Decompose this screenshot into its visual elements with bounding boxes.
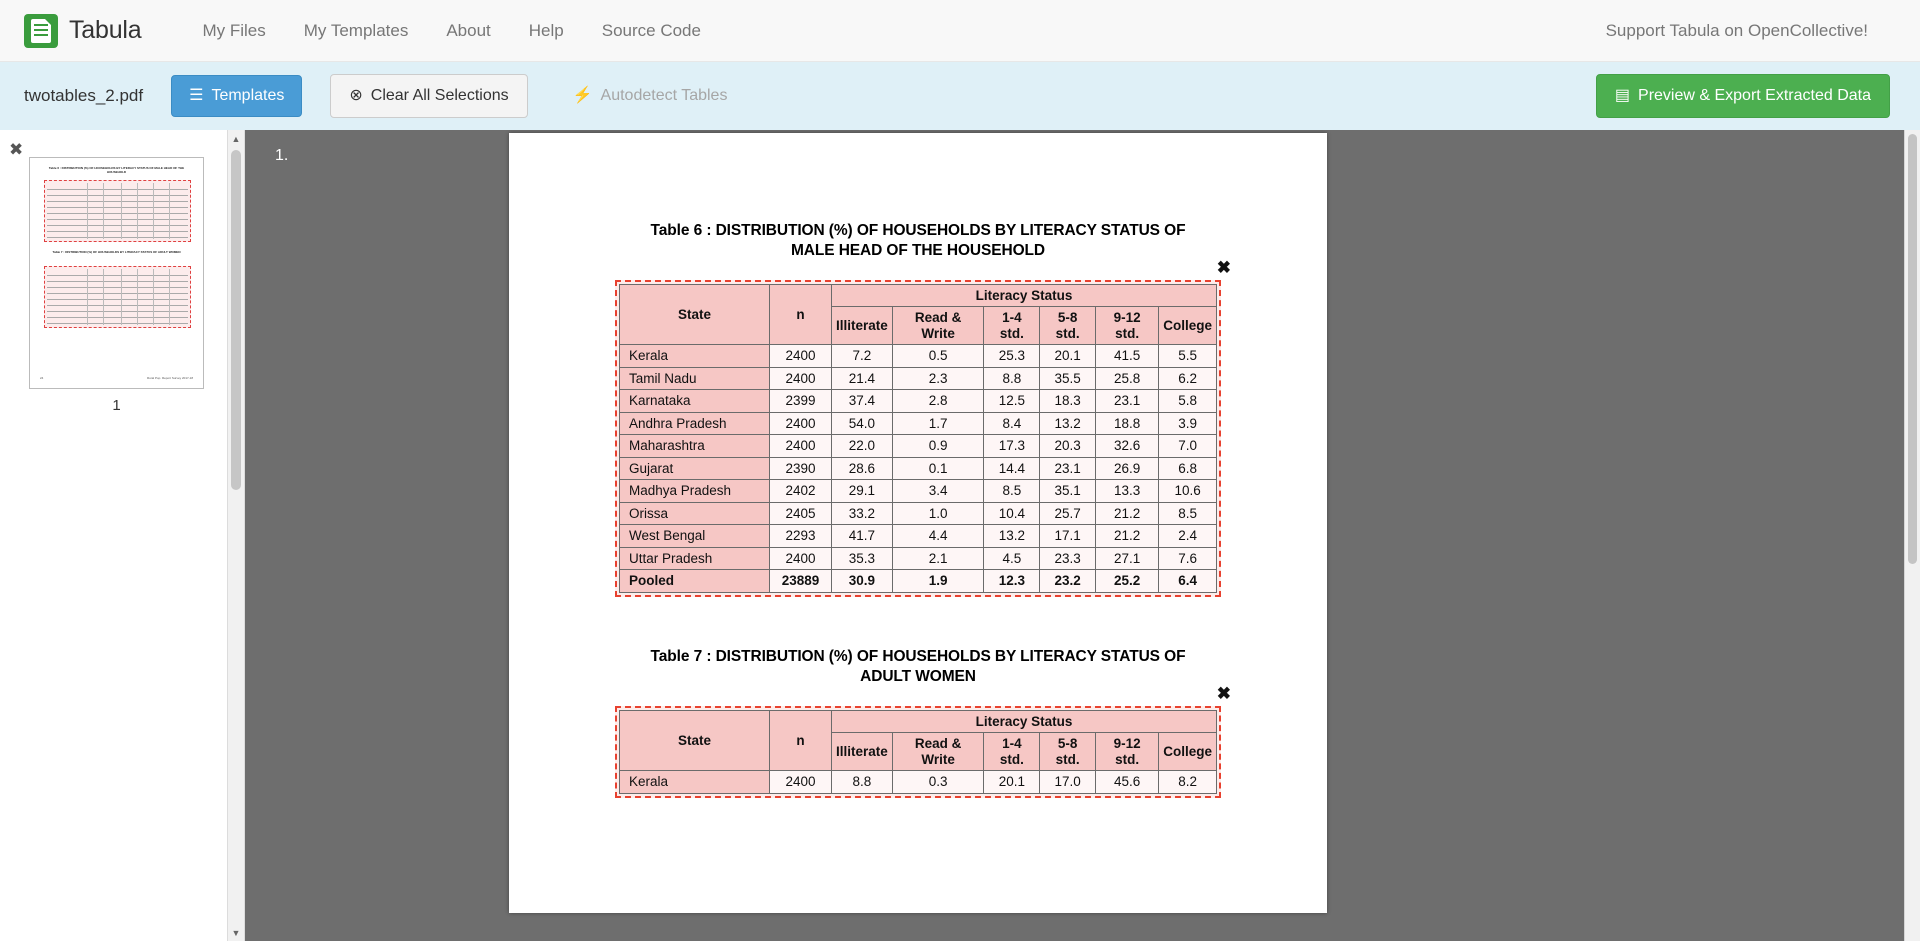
table-selection-2[interactable] (615, 683, 1231, 798)
thumb-footer-right: Rural Pop. Report Survey 2017-18 (146, 376, 193, 380)
cell-9-12: 32.6 (1096, 435, 1159, 458)
cell-1-4: 8.5 (984, 480, 1040, 503)
nav-links (183, 13, 719, 49)
cell-5-8: 35.1 (1040, 480, 1096, 503)
cell-n: 2400 (770, 367, 832, 390)
cell-1-4: 8.4 (984, 412, 1040, 435)
table-row (620, 367, 1217, 390)
cell-illiterate: 30.9 (832, 570, 893, 593)
thumb-title-1: Table 6 : DISTRIBUTION (%) OF HOUSEHOLDS BY LITERACY STATUS OF MALE HEAD OF THE HOUSEHOLD (48, 166, 185, 175)
cell-n: 2405 (770, 502, 832, 525)
cell-n: 2400 (770, 547, 832, 570)
page-thumbnails-sidebar (0, 130, 245, 941)
table7-header-state: State (620, 710, 770, 771)
document-toolbar (0, 62, 1920, 130)
nav-link-about[interactable]: About (446, 20, 491, 40)
cell-5-8: 23.2 (1040, 570, 1096, 593)
cell-9-12: 41.5 (1096, 345, 1159, 368)
cell-state: Maharashtra (620, 435, 770, 458)
cell-read-write: 2.3 (892, 367, 984, 390)
cell-n: 2293 (770, 525, 832, 548)
cell-1-4: 17.3 (984, 435, 1040, 458)
cell-read-write: 1.0 (892, 502, 984, 525)
cell-9-12: 25.2 (1096, 570, 1159, 593)
cell-state: Karnataka (620, 390, 770, 413)
table7-header-college: College (1159, 733, 1217, 771)
thumb-selection-2 (44, 266, 191, 328)
table7-group-header: Literacy Status (832, 710, 1217, 733)
table7-title-line1: Table 7 : DISTRIBUTION (%) OF HOUSEHOLDS BY LITERACY STATUS OF (650, 647, 1186, 665)
remove-selection-2-icon[interactable]: ✖ (1216, 683, 1231, 703)
table6-header-read-write: Read & Write (892, 307, 984, 345)
cell-illiterate: 21.4 (832, 367, 893, 390)
cell-read-write: 3.4 (892, 480, 984, 503)
cell-illiterate: 22.0 (832, 435, 893, 458)
thumb-selection-1 (44, 180, 191, 242)
table6-header-5-8: 5-8 std. (1040, 307, 1096, 345)
table6-title-block (509, 221, 1327, 261)
table-row (620, 457, 1217, 480)
preview-button-label: Preview & Export Extracted Data (1638, 87, 1871, 104)
table6-title-line2: MALE HEAD OF THE HOUSEHOLD (790, 241, 1045, 259)
cell-read-write: 0.9 (892, 435, 984, 458)
cell-5-8: 20.1 (1040, 345, 1096, 368)
cell-college: 7.0 (1159, 435, 1217, 458)
cell-state: Andhra Pradesh (620, 412, 770, 435)
table-icon: ▤ (1614, 87, 1631, 104)
table6-title-line1: Table 6 : DISTRIBUTION (%) OF HOUSEHOLDS BY LITERACY STATUS OF (650, 222, 1186, 239)
table-row (620, 412, 1217, 435)
cell-illiterate: 35.3 (832, 547, 893, 570)
cell-illiterate: 28.6 (832, 457, 893, 480)
preview-export-button[interactable] (1596, 74, 1890, 118)
cell-9-12: 27.1 (1096, 547, 1159, 570)
top-navbar (0, 0, 1920, 62)
cell-college: 6.4 (1159, 570, 1217, 593)
templates-button-label: Templates (211, 87, 285, 104)
cell-5-8: 18.3 (1040, 390, 1096, 413)
table-row (620, 345, 1217, 368)
cell-college: 8.2 (1159, 771, 1217, 794)
cell-9-12: 18.8 (1096, 412, 1159, 435)
table7-header-9-12: 9-12 std. (1096, 733, 1159, 771)
viewer-scroll-thumb[interactable] (1908, 134, 1917, 564)
cell-n: 2402 (770, 480, 832, 503)
autodetect-button-label: Autodetect Tables (600, 87, 728, 104)
cell-state: West Bengal (620, 525, 770, 548)
table6-group-header-row (620, 284, 1217, 307)
table7-group-header-row (620, 710, 1217, 733)
thumb-title-2: Table 7 : DISTRIBUTION (%) OF HOUSEHOLDS BY LITERACY STATUS OF ADULT WOMEN (52, 250, 181, 254)
clear-icon: ⊗ (349, 87, 363, 104)
cell-illiterate: 8.8 (832, 771, 893, 794)
cell-9-12: 45.6 (1096, 771, 1159, 794)
nav-link-source-code[interactable]: Source Code (601, 20, 701, 40)
sidebar-scroll-down-icon[interactable]: ▼ (231, 927, 241, 938)
cell-n: 2399 (770, 390, 832, 413)
support-link[interactable]: Support Tabula on OpenCollective! (1605, 20, 1868, 40)
table-row (620, 771, 1217, 794)
cell-1-4: 14.4 (984, 457, 1040, 480)
cell-n: 2400 (770, 345, 832, 368)
cell-5-8: 25.7 (1040, 502, 1096, 525)
table6-header-9-12: 9-12 std. (1096, 307, 1159, 345)
close-sidebar-icon[interactable]: ✖ (9, 140, 24, 159)
table-row (620, 480, 1217, 503)
cell-n: 2390 (770, 457, 832, 480)
remove-selection-1-icon[interactable]: ✖ (1216, 257, 1231, 277)
cell-5-8: 17.0 (1040, 771, 1096, 794)
sidebar-scroll-up-icon[interactable]: ▲ (231, 133, 241, 144)
pdf-page-canvas[interactable] (509, 133, 1327, 913)
cell-college: 5.5 (1159, 345, 1217, 368)
nav-link-my-templates[interactable]: My Templates (303, 20, 409, 40)
cell-5-8: 20.3 (1040, 435, 1096, 458)
viewer-scrollbar[interactable] (1904, 130, 1920, 941)
cell-state: Gujarat (620, 457, 770, 480)
table7 (619, 710, 1217, 794)
cell-college: 8.5 (1159, 502, 1217, 525)
clear-all-selections-button[interactable] (330, 74, 527, 118)
table-selection-1[interactable] (615, 257, 1231, 597)
cell-illiterate: 54.0 (832, 412, 893, 435)
table7-title-block (509, 647, 1327, 687)
cell-college: 2.4 (1159, 525, 1217, 548)
cell-1-4: 25.3 (984, 345, 1040, 368)
cell-9-12: 13.3 (1096, 480, 1159, 503)
bolt-icon: ⚡ (572, 87, 593, 104)
cell-college: 6.2 (1159, 367, 1217, 390)
cell-state: Madhya Pradesh (620, 480, 770, 503)
cell-read-write: 4.4 (892, 525, 984, 548)
cell-9-12: 25.8 (1096, 367, 1159, 390)
table6 (619, 284, 1217, 593)
table6-header-1-4: 1-4 std. (984, 307, 1040, 345)
cell-college: 6.8 (1159, 457, 1217, 480)
cell-state: Pooled (620, 570, 770, 593)
thumbnail-page-number: 1 (112, 397, 121, 414)
cell-9-12: 23.1 (1096, 390, 1159, 413)
cell-state: Kerala (620, 345, 770, 368)
cell-n: 2400 (770, 771, 832, 794)
cell-read-write: 2.1 (892, 547, 984, 570)
cell-n: 2400 (770, 412, 832, 435)
table7-header-read-write: Read & Write (892, 733, 984, 771)
page-index-label: 1. (275, 147, 289, 164)
table-row (620, 435, 1217, 458)
table7-header-5-8: 5-8 std. (1040, 733, 1096, 771)
table7-header-illiterate: Illiterate (832, 733, 893, 771)
cell-5-8: 23.1 (1040, 457, 1096, 480)
cell-college: 7.6 (1159, 547, 1217, 570)
tabula-logo-icon (24, 14, 58, 48)
cell-1-4: 12.5 (984, 390, 1040, 413)
clear-button-label: Clear All Selections (370, 87, 509, 104)
table7-header-n: n (770, 710, 832, 771)
brand-name: Tabula (69, 16, 142, 44)
table6-header-n: n (770, 284, 832, 345)
cell-state: Kerala (620, 771, 770, 794)
file-name-label: twotables_2.pdf (24, 86, 144, 105)
cell-1-4: 10.4 (984, 502, 1040, 525)
cell-n: 23889 (770, 570, 832, 593)
cell-illiterate: 7.2 (832, 345, 893, 368)
cell-read-write: 1.7 (892, 412, 984, 435)
sidebar-scroll-thumb[interactable] (231, 150, 241, 490)
cell-1-4: 4.5 (984, 547, 1040, 570)
templates-button[interactable] (171, 75, 302, 117)
pdf-viewer[interactable] (245, 130, 1920, 941)
table7-title-line2: ADULT WOMEN (860, 667, 976, 685)
cell-illiterate: 33.2 (832, 502, 893, 525)
cell-1-4: 12.3 (984, 570, 1040, 593)
table6-group-header: Literacy Status (832, 284, 1217, 307)
cell-9-12: 26.9 (1096, 457, 1159, 480)
cell-5-8: 17.1 (1040, 525, 1096, 548)
cell-college: 10.6 (1159, 480, 1217, 503)
table6-header-college: College (1159, 307, 1217, 345)
nav-link-help[interactable]: Help (528, 20, 564, 40)
cell-5-8: 35.5 (1040, 367, 1096, 390)
table-row-pooled (620, 570, 1217, 593)
table-row (620, 547, 1217, 570)
cell-college: 3.9 (1159, 412, 1217, 435)
autodetect-tables-button[interactable] (554, 74, 747, 118)
cell-state: Uttar Pradesh (620, 547, 770, 570)
cell-read-write: 0.5 (892, 345, 984, 368)
table6-header-state: State (620, 284, 770, 345)
cell-9-12: 21.2 (1096, 525, 1159, 548)
cell-state: Tamil Nadu (620, 367, 770, 390)
sidebar-scrollbar[interactable] (227, 130, 244, 941)
cell-1-4: 8.8 (984, 367, 1040, 390)
cell-read-write: 0.3 (892, 771, 984, 794)
workspace (0, 130, 1920, 941)
cell-n: 2400 (770, 435, 832, 458)
cell-read-write: 1.9 (892, 570, 984, 593)
thumbnail-wrapper (29, 157, 204, 414)
cell-illiterate: 29.1 (832, 480, 893, 503)
cell-9-12: 21.2 (1096, 502, 1159, 525)
cell-read-write: 0.1 (892, 457, 984, 480)
table6-header-illiterate: Illiterate (832, 307, 893, 345)
cell-illiterate: 37.4 (832, 390, 893, 413)
thumb-footer-left: 24 (40, 376, 44, 380)
cell-1-4: 20.1 (984, 771, 1040, 794)
cell-read-write: 2.8 (892, 390, 984, 413)
page-thumbnail-1[interactable] (29, 157, 204, 389)
table-row (620, 525, 1217, 548)
nav-link-my-files[interactable]: My Files (202, 20, 266, 40)
cell-5-8: 23.3 (1040, 547, 1096, 570)
table-row (620, 390, 1217, 413)
table-row (620, 502, 1217, 525)
table7-header-1-4: 1-4 std. (984, 733, 1040, 771)
cell-5-8: 13.2 (1040, 412, 1096, 435)
cell-state: Orissa (620, 502, 770, 525)
templates-icon: ☰ (189, 87, 204, 104)
cell-1-4: 13.2 (984, 525, 1040, 548)
cell-college: 5.8 (1159, 390, 1217, 413)
cell-illiterate: 41.7 (832, 525, 893, 548)
brand-logo-area[interactable] (24, 14, 141, 48)
